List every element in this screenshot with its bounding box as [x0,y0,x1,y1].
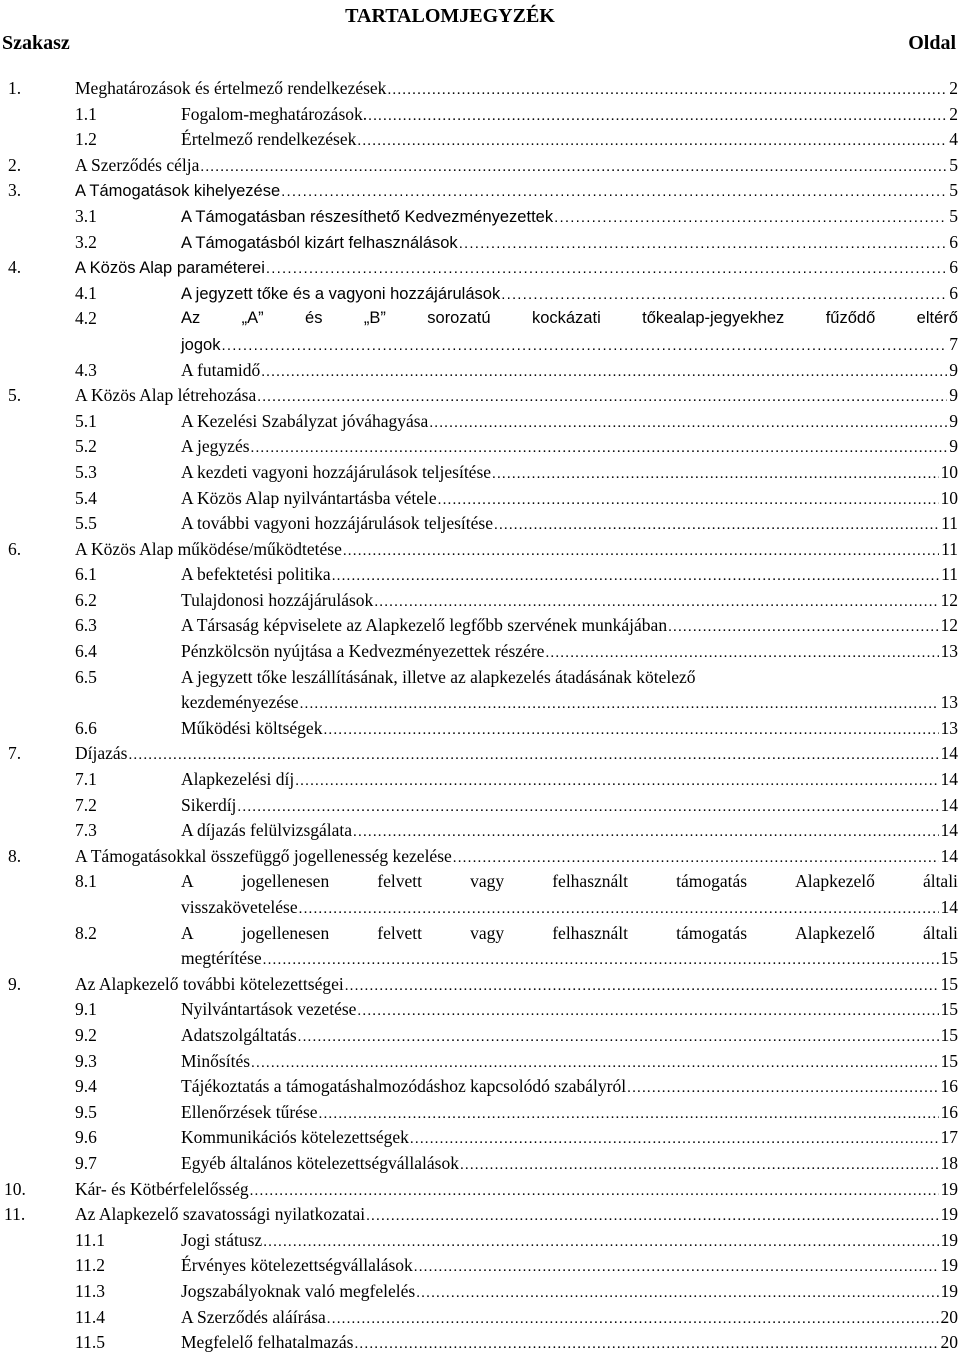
toc-entry-line [181,793,958,821]
toc-entry-number: 5.3 [75,461,97,482]
toc-entry-line [181,1151,958,1179]
toc-entry-page: 19 [940,1204,958,1225]
toc-entry-page: 11 [941,564,958,585]
dot-leader [332,564,939,590]
toc-entry-number: 6.5 [75,666,97,687]
toc-entry-line [181,1023,958,1051]
toc-entry-title: Nyilvántartások vezetése [181,999,357,1020]
toc-entry-line [181,767,958,795]
dot-leader [261,360,947,386]
dot-leader [357,129,947,155]
toc-entry-number: 6.2 [75,589,97,610]
toc-entry[interactable] [0,1279,960,1305]
toc-entry-page: 4 [949,129,958,150]
toc-entry[interactable] [0,665,960,716]
toc-entry-page: 14 [940,820,958,841]
toc-entry[interactable] [0,153,960,179]
dot-leader [251,1051,938,1077]
toc-entry-title: visszakövetelése [181,897,298,917]
toc-entry[interactable] [0,1330,960,1356]
toc-entry-title: Sikerdíj [181,794,237,815]
toc-entry-title: A Támogatások kihelyezése [75,182,281,201]
toc-entry-title: Egyéb általános kötelezettségvállalások [181,1152,459,1173]
toc-entry-number: 1.2 [75,129,97,150]
toc-entry-title: Jogszabályoknak való megfelelés [181,1280,416,1301]
dot-leader [237,795,938,821]
toc-entry[interactable] [0,178,960,204]
dot-leader [501,282,947,308]
dot-leader [545,641,938,667]
dot-leader [298,1025,939,1051]
toc-entry-page: 12 [940,589,958,610]
toc-entry-number: 7.1 [75,769,97,790]
toc-entry[interactable] [0,1228,960,1254]
toc-entry-line [75,1177,958,1205]
toc-entry[interactable] [0,1049,960,1075]
dot-leader [668,615,938,641]
dot-leader [410,1127,939,1153]
toc-entry[interactable] [0,639,960,665]
toc-entry[interactable] [0,767,960,793]
toc-entry[interactable] [0,1177,960,1203]
dot-leader [387,78,947,104]
toc-entry[interactable] [0,204,960,230]
toc-entry-title-line1: A jogellenesen felvett vagy felhasznált támogatás Alapkezelő általi [181,922,958,943]
toc-entry-page: 6 [949,231,958,252]
toc-entry-line [181,613,958,641]
toc-entry-number: 8.1 [75,871,97,892]
toc-entry-number: 9. [8,973,22,994]
toc-entry-page: 16 [940,1076,958,1097]
toc-entry[interactable] [0,460,960,486]
toc-entry-number: 9.5 [75,1101,97,1122]
toc-entry[interactable] [0,127,960,153]
toc-entry-number: 3.1 [75,205,97,226]
toc-entry-number: 5. [8,385,22,406]
toc-title: TARTALOMJEGYZÉK [345,5,555,27]
toc-entry-number: 10. [4,1178,26,1199]
dot-leader [343,539,939,565]
toc-entry-title: jogok [181,335,221,354]
toc-entry-number: 8. [8,845,22,866]
toc-entry-number: 6.3 [75,615,97,636]
toc-entry-title-line1: A jogellenesen felvett vagy felhasznált támogatás Alapkezelő általi [181,871,958,892]
toc-entry-title: Az Alapkezelő további kötelezettségei [75,973,344,994]
dot-leader [266,256,947,282]
toc-entry-page: 9 [949,385,958,406]
toc-entry-number: 9.1 [75,999,97,1020]
toc-entry-page: 13 [940,641,958,662]
toc-entry-title: Díjazás [75,743,128,764]
toc-entry-number: 6.6 [75,717,97,738]
dot-leader [263,948,939,974]
toc-entry-number: 4.1 [75,282,97,303]
toc-entry-title: A Közös Alap létrehozása [75,385,257,406]
toc-entry[interactable] [0,562,960,588]
toc-entry-line [181,409,958,437]
toc-entry[interactable] [0,1253,960,1279]
toc-entry-title: Működési költségek [181,717,323,738]
toc-entry[interactable] [0,102,960,128]
toc-entry-page: 13 [940,717,958,738]
toc-entry-page: 6 [949,282,958,303]
dot-leader [281,179,947,205]
toc-entry-line [181,818,958,846]
toc-entry-number: 4.2 [75,308,97,329]
toc-entry-line [181,690,958,718]
toc-entry[interactable] [0,818,960,844]
toc-entry[interactable] [0,511,960,537]
page-column-heading: Oldal [908,32,956,54]
toc-entry-title: A Kezelési Szabályzat jóváhagyása [181,410,429,431]
toc-entry-page: 14 [940,845,958,866]
dot-leader [299,897,939,923]
toc-entry-title: A jegyzés [181,436,250,457]
toc-entry-title: A további vagyoni hozzájárulások teljesítése [181,513,493,534]
toc-entry[interactable] [0,741,960,767]
toc-entry-number: 4. [8,257,22,278]
toc-entry-number: 9.7 [75,1152,97,1173]
dot-leader [554,205,947,231]
section-column-heading: Szakasz [2,32,70,54]
toc-entry-number: 6.4 [75,641,97,662]
toc-entry-line [181,639,958,667]
toc-entry-title: Tájékoztatás a támogatáshalmozódáshoz kapcsolódó szabályról [181,1076,627,1097]
toc-entry-title: Ellenőrzések tűrése [181,1101,318,1122]
toc-entry-title: kezdeményezése [181,692,299,713]
toc-entry-page: 17 [940,1127,958,1148]
toc-entry-line [181,1074,958,1102]
dot-leader [295,769,938,795]
toc-entry-line [181,460,958,488]
toc-entry-line [181,434,958,462]
toc-entry[interactable] [0,383,960,409]
toc-entry-line [181,1125,958,1153]
toc-entry-title: Jogi státusz [181,1229,263,1250]
toc-entry-line [181,946,958,974]
toc-entry-page: 11 [941,513,958,534]
toc-entry[interactable] [0,76,960,102]
toc-entry-page: 15 [940,1024,958,1045]
toc-entry-title: Minősítés [181,1050,251,1071]
toc-entry-line [75,178,958,205]
toc-entry-line [181,1228,958,1256]
toc-entry-title: Az Alapkezelő szavatossági nyilatkozatai [75,1204,366,1225]
toc-entry-number: 5.2 [75,436,97,457]
toc-entry-number: 1. [8,78,22,98]
toc-entry[interactable] [0,716,960,742]
toc-entry-number: 11.5 [75,1332,105,1353]
dot-leader [374,590,938,616]
toc-entry[interactable] [0,306,960,357]
toc-entry[interactable] [0,613,960,639]
dot-leader [627,1076,938,1102]
toc-entry-number: 5.4 [75,487,97,508]
dot-leader [429,411,947,437]
toc-entry-page: 7 [949,333,958,354]
toc-entry-line [181,1253,958,1281]
toc-entry-page: 11 [941,538,958,559]
toc-entry-page: 20 [940,1332,958,1353]
toc-entry[interactable] [0,1125,960,1151]
toc-entry-line [181,511,958,539]
dot-leader [416,1281,938,1307]
toc-entry-page: 19 [940,1280,958,1301]
toc-entry-title: Meghatározások és értelmező rendelkezések [75,78,387,98]
toc-entry-page: 5 [949,154,958,175]
toc-entry-page: 14 [940,769,958,790]
toc-entry-number: 7. [8,743,22,764]
toc-entry[interactable] [0,230,960,256]
toc-entry-line [181,716,958,744]
toc-entry-line [181,332,958,359]
toc-entry-page: 20 [940,1306,958,1327]
toc-entry-line [75,76,958,104]
toc-entry-number: 7.3 [75,820,97,841]
toc-entry-page: 19 [940,1255,958,1276]
toc-entry-line [181,1279,958,1307]
toc-entry-page: 2 [949,78,958,98]
toc-entry-title: A jegyzett tőke és a vagyoni hozzájárulások [181,284,501,303]
toc-entry-number: 5.1 [75,410,97,431]
toc-entry-title: A Szerződés célja [75,154,200,175]
toc-entry-number: 6. [8,538,22,559]
dot-leader [459,231,948,257]
toc-entry-title: Megfelelő felhatalmazás [181,1332,354,1353]
toc-entry-page: 15 [940,948,958,969]
toc-entry-title: A Szerződés aláírása [181,1306,326,1327]
toc-entry[interactable] [0,588,960,614]
toc-entry-number: 7.2 [75,794,97,815]
toc-entry-line [75,255,958,282]
dot-leader [357,999,938,1025]
toc-entry-number: 2. [8,154,22,175]
toc-entry-number: 11. [4,1204,26,1225]
toc-entry-page: 5 [949,205,958,226]
toc-entry-title: Kár- és Kötbérfelelősség [75,1178,249,1199]
toc-entry-line [181,230,958,257]
dot-leader [366,1204,938,1230]
toc-entry-line [75,537,958,565]
toc-entry-number: 11.3 [75,1280,105,1301]
toc-entry[interactable] [0,1151,960,1177]
toc-entry-title: A Közös Alap nyilvántartásba vétele [181,487,437,508]
toc-entry-title: Kommunikációs kötelezettségek [181,1127,409,1148]
toc-entry-number: 9.3 [75,1050,97,1071]
toc-entry-number: 9.6 [75,1127,97,1148]
toc-entry-title-line1: Az „A” és „B” sorozatú kockázati tőkealap-jegyekhez fűződő eltérő [181,309,958,328]
toc-entry[interactable] [0,972,960,998]
toc-entry-title: megtérítése [181,948,262,969]
toc-entry-line [181,997,958,1025]
toc-entry[interactable] [0,1074,960,1100]
toc-entry[interactable] [0,281,960,307]
dot-leader [345,974,939,1000]
dot-leader [414,1255,939,1281]
toc-entry-line [75,383,958,411]
dot-leader [460,1153,939,1179]
toc-entry-page: 15 [940,973,958,994]
toc-entry-title: A díjazás felülvizsgálata [181,820,353,841]
toc-entry-number: 4.3 [75,359,97,380]
toc-entry-number: 9.4 [75,1076,97,1097]
dot-leader [251,436,948,462]
toc-entry-page: 6 [949,257,958,278]
toc-entry-title: A kezdeti vagyoni hozzájárulások teljesítése [181,461,492,482]
toc-entry-title: Fogalom-meghatározások. [181,103,368,124]
dot-leader [353,820,938,846]
dot-leader [354,1332,938,1358]
toc-entry-number: 11.1 [75,1229,105,1250]
toc-entry[interactable] [0,921,960,972]
toc-entry[interactable] [0,869,960,920]
toc-entry-page: 14 [940,743,958,764]
toc-entry-number: 8.2 [75,922,97,943]
toc-entry-page: 2 [949,103,958,124]
dot-leader [250,1179,939,1205]
toc-entry[interactable] [0,486,960,512]
toc-entry-number: 3.2 [75,231,97,252]
toc-entry-line [181,281,958,308]
toc-entry-title: A Társaság képviselete az Alapkezelő legfőbb szervének munkájában [181,615,668,636]
toc-entry-line [181,1330,958,1358]
toc-entry-line [75,1202,958,1230]
toc-entry-number: 11.4 [75,1306,105,1327]
toc-entry[interactable] [0,255,960,281]
toc-entry-line [181,127,958,155]
toc-entry-title: A befektetési politika [181,564,331,585]
toc-entry-page: 14 [940,897,958,917]
toc-entry-title: Érvényes kötelezettségvállalások [181,1255,413,1276]
toc-entry-line [181,562,958,590]
toc-entry-line [75,844,958,872]
dot-leader [221,333,947,359]
toc-entry-title: A Támogatásból kizárt felhasználások [181,233,458,252]
dot-leader [263,1230,938,1256]
toc-entry-number: 3. [8,180,22,201]
toc-entry-page: 9 [949,359,958,380]
toc-entry-page: 19 [940,1178,958,1199]
toc-entry-title: A Közös Alap működése/működtetése [75,538,342,559]
toc-entry-title: Tulajdonosi hozzájárulások [181,589,374,610]
dot-leader [368,104,947,130]
dot-leader [323,718,938,744]
toc-entry-line [75,972,958,1000]
toc-entry-line [181,102,958,130]
toc-entry[interactable] [0,409,960,435]
toc-entry-title: Adatszolgáltatás [181,1024,297,1045]
toc-entry-line [75,741,958,769]
toc-entry-page: 15 [940,999,958,1020]
toc-entry-line [181,204,958,231]
toc-entry[interactable] [0,1305,960,1331]
toc-entry-line [181,1305,958,1333]
toc-entry-page: 18 [940,1152,958,1173]
dot-leader [300,692,939,718]
dot-leader [327,1307,939,1333]
toc-entry-number: 5.5 [75,513,97,534]
toc-entry-line [181,588,958,616]
dot-leader [257,385,947,411]
dot-leader [438,488,939,514]
toc-entry[interactable] [0,997,960,1023]
toc-entry[interactable] [0,1100,960,1126]
toc-entry[interactable] [0,537,960,563]
toc-entry-page: 12 [940,615,958,636]
toc-entry-line [181,486,958,514]
toc-entry-page: 15 [940,1050,958,1071]
toc-entry[interactable] [0,1202,960,1228]
dot-leader [492,462,938,488]
toc-entry-title: Pénzkölcsön nyújtása a Kedvezményezettek részére [181,641,545,662]
toc-entry-title: A Támogatásban részesíthető Kedvezményezettek [181,207,554,226]
toc-entry-page: 9 [949,436,958,457]
dot-leader [494,513,939,539]
toc-entry-page: 9 [949,410,958,431]
dot-leader [453,846,939,872]
toc-entry-page: 13 [940,692,958,713]
toc-entry[interactable] [0,1023,960,1049]
toc-entry-page: 5 [949,180,958,201]
toc-entry-title: A futamidő [181,359,261,380]
toc-entry-line [181,358,958,386]
toc-entry-page: 14 [940,794,958,815]
toc-entry-page: 19 [940,1229,958,1250]
toc-entry-line [181,1100,958,1128]
toc-entry-title: Értelmező rendelkezések [181,129,357,150]
toc-entry-line [75,153,958,181]
toc-entry-page: 10 [940,461,958,482]
toc-entry[interactable] [0,358,960,384]
toc-entry[interactable] [0,793,960,819]
toc-entry-title: Alapkezelési díj [181,769,295,790]
toc-entry-title: A Közös Alap paraméterei [75,259,265,278]
toc-entry-line [181,895,958,923]
toc-entry[interactable] [0,844,960,870]
dot-leader [200,155,947,181]
toc-entry-title: A Támogatásokkal összefüggő jogellenesség kezelése [75,845,452,866]
toc-entry-page: 10 [940,487,958,508]
dot-leader [319,1102,939,1128]
toc-entry-number: 9.2 [75,1024,97,1045]
toc-entry-line [181,1049,958,1077]
toc-entry-page: 16 [940,1101,958,1122]
toc-entry-number: 11.2 [75,1255,105,1276]
toc-entry-title-line1: A jegyzett tőke leszállításának, illetve az alapkezelés átadásának kötelező [181,666,696,687]
toc-entry-number: 6.1 [75,564,97,585]
toc-entry-number: 1.1 [75,103,97,124]
dot-leader [128,743,938,769]
table-of-contents [0,76,960,1356]
toc-entry[interactable] [0,434,960,460]
